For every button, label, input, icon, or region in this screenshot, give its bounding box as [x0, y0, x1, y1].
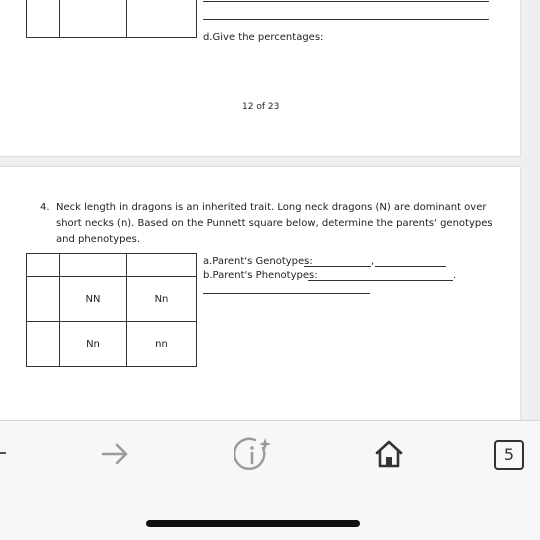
- answer-line: [308, 280, 453, 281]
- phenotypes-label: b.Parent's Phenotypes:: [203, 270, 318, 281]
- punnett-cell: [27, 0, 60, 38]
- punnett-cell: Nn: [60, 322, 127, 367]
- punnett-square-previous: [26, 0, 197, 38]
- answer-line: [203, 1, 489, 2]
- document-page-previous: [0, 0, 521, 157]
- home-icon[interactable]: [374, 439, 404, 469]
- question-text: Neck length in dragons is an inherited trait. Long neck dragons (N) are dominant over short necks (n). Based on the Punnett square below, determine the parents' genotypes and phenotypes.: [56, 202, 493, 245]
- punnett-cell: nn: [127, 322, 197, 367]
- genotypes-label: a.Parent's Genotypes:: [203, 256, 313, 267]
- answer-line: [203, 293, 370, 294]
- punnett-cell: [60, 0, 127, 38]
- tab-count: 5: [503, 445, 515, 464]
- answer-line: [375, 266, 446, 267]
- punnett-cell: Nn: [127, 277, 197, 322]
- answer-line: [304, 266, 371, 267]
- punnett-cell: [27, 322, 60, 367]
- document-page-current: [0, 166, 521, 420]
- punnett-square: [26, 253, 197, 367]
- question-d-label: d.Give the percentages:: [203, 32, 324, 43]
- genotypes-separator: ,: [371, 256, 375, 267]
- punnett-cell: [127, 254, 197, 277]
- punnett-cell: [60, 254, 127, 277]
- punnett-cell: [127, 0, 197, 38]
- question-number: 4.: [40, 202, 50, 213]
- question-4: [40, 200, 500, 248]
- tabs-icon[interactable]: [494, 440, 524, 470]
- page-number: 12 of 23: [242, 102, 280, 112]
- forward-icon[interactable]: [100, 441, 130, 467]
- punnett-cell: NN: [60, 277, 127, 322]
- browser-toolbar: [0, 420, 540, 540]
- home-indicator[interactable]: [146, 520, 360, 527]
- phenotypes-end: .: [453, 270, 457, 281]
- punnett-cell: [27, 254, 60, 277]
- punnett-cell: [27, 277, 60, 322]
- visual-lookup-icon[interactable]: [234, 437, 274, 473]
- answer-line: [203, 19, 489, 20]
- back-icon[interactable]: [0, 452, 6, 454]
